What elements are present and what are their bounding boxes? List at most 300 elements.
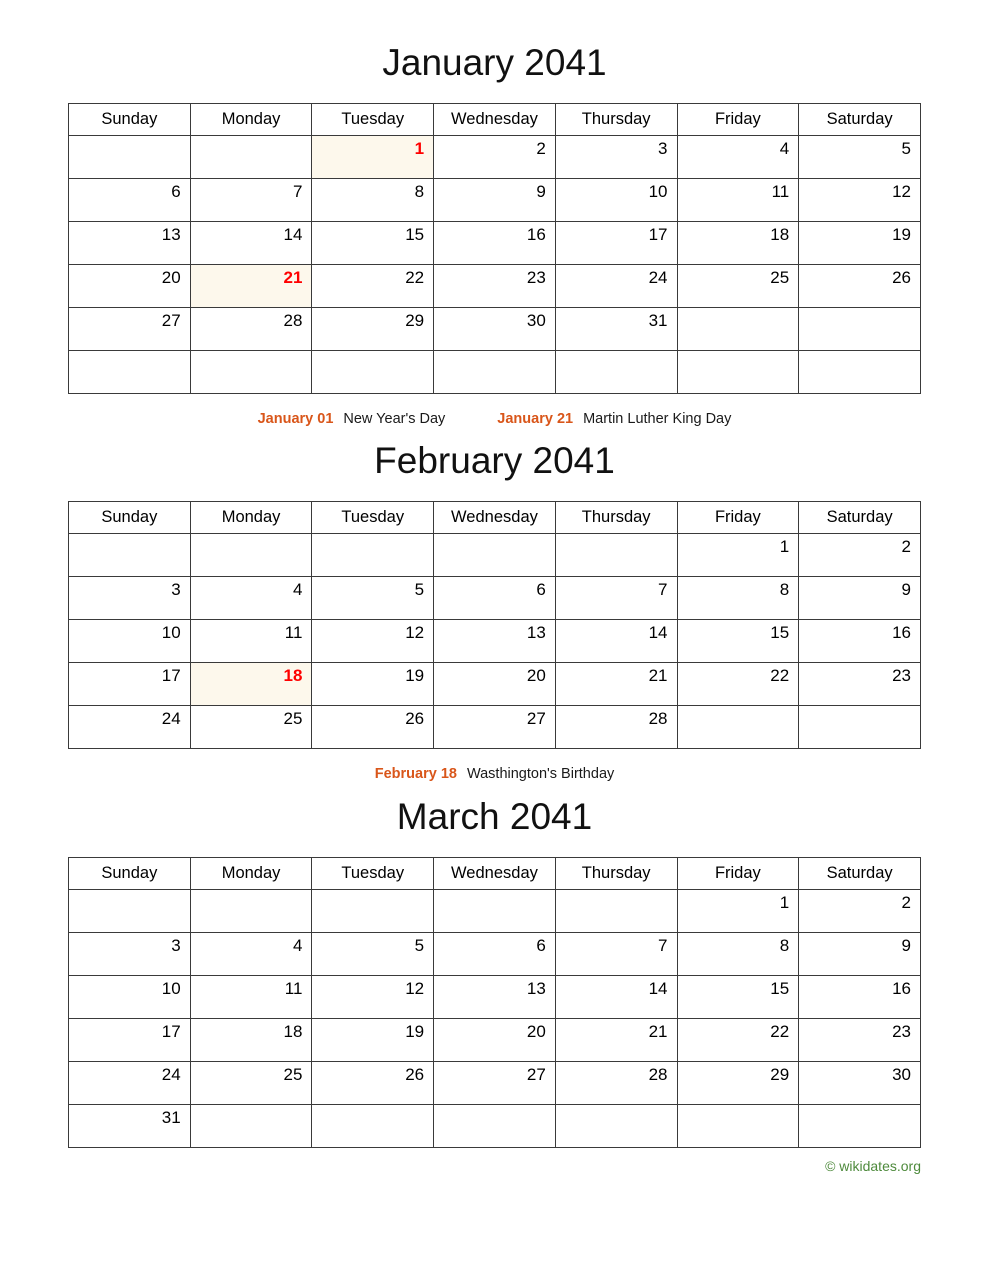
calendar-table-february <box>68 501 921 749</box>
day-number: 21 <box>283 267 303 287</box>
day-number: 8 <box>779 580 790 600</box>
calendar-day-cell[interactable] <box>677 663 799 706</box>
weekday-header-saturday: Saturday <box>799 502 921 534</box>
day-number: 19 <box>405 666 425 686</box>
calendar-day-cell-empty <box>799 307 921 350</box>
day-number: 31 <box>161 1107 181 1127</box>
day-number: 25 <box>283 1064 303 1084</box>
calendar-day-cell[interactable] <box>677 135 799 178</box>
day-number: 11 <box>284 978 303 998</box>
day-number <box>191 534 312 557</box>
day-number <box>191 136 312 159</box>
day-number: 8 <box>414 181 425 201</box>
holiday-note-date: February 18 <box>374 766 457 783</box>
day-number: 17 <box>648 224 668 244</box>
day-number: 13 <box>526 978 546 998</box>
day-number: 4 <box>292 935 303 955</box>
calendar-day-cell[interactable] <box>434 620 556 663</box>
calendar-day-cell[interactable] <box>312 663 434 706</box>
month-title-march: March 2041 <box>396 795 593 837</box>
calendar-day-cell[interactable] <box>69 221 191 264</box>
day-number <box>678 706 799 729</box>
day-number: 9 <box>901 580 911 600</box>
day-number: 28 <box>648 1064 668 1084</box>
day-number: 4 <box>292 580 303 600</box>
calendar-day-cell[interactable] <box>555 706 677 749</box>
month-block-february <box>68 426 921 781</box>
month-block-january <box>68 0 921 426</box>
calendar-day-cell[interactable] <box>799 663 921 706</box>
day-number: 7 <box>658 580 668 600</box>
calendar-day-cell[interactable] <box>69 975 191 1018</box>
holiday-note <box>258 412 446 427</box>
calendar-week-row <box>69 264 921 307</box>
calendar-day-cell[interactable] <box>69 1018 191 1061</box>
day-number: 24 <box>161 1064 181 1084</box>
holiday-note-date: January 01 <box>257 410 334 427</box>
day-number: 10 <box>161 623 181 643</box>
calendar-day-cell[interactable] <box>799 534 921 577</box>
calendar-day-cell[interactable] <box>555 1061 677 1104</box>
calendar-day-cell-empty <box>312 350 434 393</box>
footer-credit: © wikidates.org <box>825 1157 921 1174</box>
calendar-day-cell[interactable] <box>799 975 921 1018</box>
day-number: 7 <box>292 181 303 201</box>
calendar-day-cell-empty <box>69 350 191 393</box>
holiday-note-name: Wasthington's Birthday <box>466 766 615 783</box>
calendar-day-cell[interactable] <box>312 178 434 221</box>
month-block-march <box>68 782 921 1174</box>
day-number: 29 <box>770 1064 790 1084</box>
day-number: 20 <box>526 1021 546 1041</box>
weekday-header-tuesday: Tuesday <box>312 857 434 889</box>
day-number: 9 <box>901 935 911 955</box>
calendar-day-cell[interactable] <box>69 577 191 620</box>
day-number: 18 <box>770 224 790 244</box>
calendar-day-cell[interactable] <box>434 975 556 1018</box>
calendar-day-cell[interactable] <box>799 135 921 178</box>
day-number <box>191 890 312 913</box>
day-number: 25 <box>770 267 790 287</box>
day-number: 4 <box>779 138 790 158</box>
day-number <box>799 308 920 331</box>
day-number: 31 <box>648 310 668 330</box>
day-number <box>69 890 190 913</box>
day-number: 16 <box>892 623 911 643</box>
calendar-day-cell[interactable] <box>799 221 921 264</box>
day-number <box>678 1105 799 1128</box>
calendar-day-cell[interactable] <box>69 620 191 663</box>
day-number <box>69 351 190 374</box>
calendar-day-cell[interactable] <box>677 889 799 932</box>
calendar-day-cell-empty <box>555 889 677 932</box>
calendar-day-cell[interactable] <box>555 221 677 264</box>
calendar-day-cell[interactable] <box>434 178 556 221</box>
weekday-header-sunday: Sunday <box>69 502 191 534</box>
calendar-day-cell-empty <box>434 1104 556 1147</box>
calendar-day-cell[interactable] <box>677 221 799 264</box>
holiday-note-date: January 21 <box>497 410 574 427</box>
day-number: 5 <box>414 580 425 600</box>
day-number: 7 <box>658 935 668 955</box>
calendar-day-cell-empty <box>434 350 556 393</box>
calendar-day-cell-empty <box>799 1104 921 1147</box>
day-number: 23 <box>526 267 546 287</box>
calendar-day-cell-holiday[interactable] <box>190 264 312 307</box>
calendar-day-cell-empty <box>190 889 312 932</box>
calendar-day-cell[interactable] <box>312 620 434 663</box>
day-number <box>434 1105 555 1128</box>
weekday-header-sunday: Sunday <box>69 857 191 889</box>
day-number: 2 <box>901 892 911 912</box>
day-number <box>799 351 920 374</box>
calendar-day-cell-holiday[interactable] <box>312 135 434 178</box>
day-number <box>69 534 190 557</box>
calendar-day-cell-empty <box>190 1104 312 1147</box>
day-number: 24 <box>161 709 181 729</box>
day-number: 22 <box>770 666 790 686</box>
calendar-day-cell[interactable] <box>434 1061 556 1104</box>
calendar-day-cell[interactable] <box>677 178 799 221</box>
day-number <box>312 351 433 374</box>
calendar-day-cell[interactable] <box>434 932 556 975</box>
holiday-note <box>497 412 731 427</box>
calendar-week-row <box>69 577 921 620</box>
calendar-week-row <box>69 975 921 1018</box>
day-number: 28 <box>648 709 668 729</box>
weekday-header-row <box>69 103 921 135</box>
calendar-day-cell[interactable] <box>799 1018 921 1061</box>
day-number: 2 <box>901 537 911 557</box>
calendar-day-cell-empty <box>555 1104 677 1147</box>
day-number: 18 <box>283 1021 303 1041</box>
calendar-day-cell-holiday[interactable] <box>190 663 312 706</box>
holiday-note-name: Martin Luther King Day <box>583 410 732 427</box>
day-number: 2 <box>536 138 546 158</box>
calendar-day-cell[interactable] <box>799 178 921 221</box>
day-number: 21 <box>648 666 668 686</box>
calendar-day-cell[interactable] <box>69 706 191 749</box>
day-number: 29 <box>405 310 425 330</box>
calendar-week-row <box>69 1018 921 1061</box>
month-title-february: February 2041 <box>374 440 615 482</box>
calendar-day-cell[interactable] <box>69 264 191 307</box>
day-number: 10 <box>648 181 668 201</box>
calendar-day-cell[interactable] <box>434 135 556 178</box>
day-number: 24 <box>648 267 668 287</box>
day-number: 25 <box>283 709 303 729</box>
calendar-day-cell[interactable] <box>677 577 799 620</box>
calendar-day-cell[interactable] <box>312 264 434 307</box>
calendar-day-cell-empty <box>677 706 799 749</box>
calendar-day-cell[interactable] <box>677 620 799 663</box>
calendar-day-cell[interactable] <box>799 889 921 932</box>
day-number <box>312 534 433 557</box>
calendar-day-cell-empty <box>799 350 921 393</box>
calendar-day-cell-empty <box>190 135 312 178</box>
calendar-day-cell[interactable] <box>434 706 556 749</box>
calendar-week-row <box>69 620 921 663</box>
calendar-day-cell[interactable] <box>434 1018 556 1061</box>
calendar-day-cell[interactable] <box>312 975 434 1018</box>
calendar-day-cell[interactable] <box>434 221 556 264</box>
day-number: 11 <box>771 181 790 201</box>
calendar-day-cell-empty <box>69 534 191 577</box>
calendar-day-cell-empty <box>69 889 191 932</box>
calendar-day-cell-empty <box>190 350 312 393</box>
calendar-day-cell[interactable] <box>69 307 191 350</box>
calendar-day-cell-empty <box>677 350 799 393</box>
day-number: 20 <box>526 666 546 686</box>
calendar-day-cell-empty <box>677 1104 799 1147</box>
calendar-week-row <box>69 350 921 393</box>
day-number: 15 <box>770 623 790 643</box>
weekday-header-wednesday: Wednesday <box>434 103 556 135</box>
day-number <box>191 1105 312 1128</box>
calendar-day-cell[interactable] <box>69 932 191 975</box>
day-number: 1 <box>779 892 790 912</box>
day-number: 14 <box>648 623 668 643</box>
calendar-day-cell[interactable] <box>677 534 799 577</box>
day-number: 30 <box>892 1064 911 1084</box>
calendar-week-row <box>69 135 921 178</box>
calendar-week-row <box>69 1061 921 1104</box>
day-number: 19 <box>405 1021 425 1041</box>
weekday-header-friday: Friday <box>677 502 799 534</box>
day-number: 8 <box>779 935 790 955</box>
day-number: 12 <box>405 978 425 998</box>
day-number: 27 <box>526 1064 546 1084</box>
calendar-day-cell[interactable] <box>555 307 677 350</box>
day-number <box>434 890 555 913</box>
calendar-day-cell[interactable] <box>312 932 434 975</box>
calendar-week-row <box>69 889 921 932</box>
calendar-day-cell[interactable] <box>190 1018 312 1061</box>
day-number <box>556 534 677 557</box>
calendar-day-cell[interactable] <box>555 178 677 221</box>
calendar-week-row <box>69 307 921 350</box>
day-number <box>312 890 433 913</box>
calendar-day-cell[interactable] <box>555 620 677 663</box>
day-number: 11 <box>284 623 303 643</box>
holiday-notes-february <box>68 767 921 782</box>
calendar-day-cell-empty <box>555 350 677 393</box>
weekday-header-thursday: Thursday <box>555 502 677 534</box>
calendar-day-cell[interactable] <box>312 577 434 620</box>
calendar-day-cell-empty <box>190 534 312 577</box>
weekday-header-friday: Friday <box>677 857 799 889</box>
calendar-day-cell-empty <box>434 534 556 577</box>
weekday-header-row <box>69 502 921 534</box>
weekday-header-tuesday: Tuesday <box>312 502 434 534</box>
day-number <box>312 1105 433 1128</box>
calendar-day-cell[interactable] <box>69 1061 191 1104</box>
day-number: 27 <box>161 310 181 330</box>
day-number: 1 <box>779 537 790 557</box>
calendar-day-cell[interactable] <box>434 307 556 350</box>
calendar-table-january <box>68 103 921 394</box>
day-number: 17 <box>161 666 181 686</box>
calendar-day-cell[interactable] <box>190 932 312 975</box>
day-number: 5 <box>414 935 425 955</box>
calendar-table-march <box>68 857 921 1148</box>
weekday-header-tuesday: Tuesday <box>312 103 434 135</box>
weekday-header-wednesday: Wednesday <box>434 857 556 889</box>
calendar-day-cell[interactable] <box>312 1018 434 1061</box>
day-number: 20 <box>161 267 181 287</box>
day-number <box>556 890 677 913</box>
day-number: 27 <box>526 709 546 729</box>
day-number: 1 <box>414 138 425 158</box>
calendar-week-row <box>69 534 921 577</box>
calendar-day-cell-empty <box>799 706 921 749</box>
calendar-day-cell[interactable] <box>190 706 312 749</box>
calendar-day-cell[interactable] <box>677 1018 799 1061</box>
weekday-header-row <box>69 857 921 889</box>
day-number: 15 <box>770 978 790 998</box>
calendar-body-march <box>69 889 921 1147</box>
calendar-day-cell[interactable] <box>677 975 799 1018</box>
calendar-week-row <box>69 932 921 975</box>
calendar-day-cell[interactable] <box>799 577 921 620</box>
calendar-day-cell[interactable] <box>677 1061 799 1104</box>
day-number <box>678 308 799 331</box>
calendar-day-cell[interactable] <box>190 221 312 264</box>
month-title-january: January 2041 <box>382 42 607 83</box>
day-number <box>434 534 555 557</box>
calendar-day-cell[interactable] <box>555 663 677 706</box>
day-number: 12 <box>892 181 911 201</box>
weekday-header-friday: Friday <box>677 103 799 135</box>
day-number <box>678 351 799 374</box>
calendar-day-cell[interactable] <box>69 1104 191 1147</box>
day-number: 14 <box>283 224 303 244</box>
calendar-week-row <box>69 178 921 221</box>
calendar-week-row <box>69 706 921 749</box>
day-number <box>799 1105 920 1128</box>
day-number: 22 <box>405 267 425 287</box>
calendar-day-cell-empty <box>69 135 191 178</box>
day-number: 18 <box>283 666 303 686</box>
calendar-day-cell[interactable] <box>677 932 799 975</box>
day-number: 13 <box>526 623 546 643</box>
calendar-day-cell[interactable] <box>312 221 434 264</box>
day-number: 16 <box>892 978 911 998</box>
day-number <box>556 1105 677 1128</box>
calendar-day-cell[interactable] <box>190 620 312 663</box>
calendar-day-cell[interactable] <box>799 264 921 307</box>
calendar-day-cell-empty <box>555 534 677 577</box>
day-number: 3 <box>171 935 181 955</box>
calendar-day-cell[interactable] <box>190 1061 312 1104</box>
calendar-day-cell[interactable] <box>312 1061 434 1104</box>
calendar-day-cell[interactable] <box>434 264 556 307</box>
weekday-header-thursday: Thursday <box>555 857 677 889</box>
calendar-day-cell[interactable] <box>555 135 677 178</box>
day-number: 6 <box>536 935 546 955</box>
calendar-day-cell[interactable] <box>190 577 312 620</box>
day-number: 26 <box>405 1064 425 1084</box>
day-number: 9 <box>536 181 546 201</box>
day-number <box>191 351 312 374</box>
calendar-body-february <box>69 534 921 749</box>
day-number <box>434 351 555 374</box>
calendar-day-cell[interactable] <box>555 264 677 307</box>
calendar-day-cell[interactable] <box>190 178 312 221</box>
calendar-day-cell-empty <box>312 534 434 577</box>
calendar-day-cell[interactable] <box>69 663 191 706</box>
day-number: 26 <box>892 267 911 287</box>
calendar-day-cell[interactable] <box>677 264 799 307</box>
calendar-day-cell[interactable] <box>434 577 556 620</box>
calendar-day-cell[interactable] <box>555 577 677 620</box>
day-number: 10 <box>161 978 181 998</box>
calendar-day-cell[interactable] <box>799 620 921 663</box>
calendar-week-row <box>69 221 921 264</box>
day-number: 21 <box>648 1021 668 1041</box>
calendar-day-cell[interactable] <box>555 932 677 975</box>
calendar-day-cell[interactable] <box>799 932 921 975</box>
day-number: 23 <box>892 1021 911 1041</box>
day-number <box>799 706 920 729</box>
calendar-day-cell[interactable] <box>312 706 434 749</box>
calendar-day-cell[interactable] <box>555 1018 677 1061</box>
day-number: 28 <box>283 310 303 330</box>
day-number: 13 <box>161 224 181 244</box>
weekday-header-saturday: Saturday <box>799 857 921 889</box>
calendar-day-cell[interactable] <box>190 307 312 350</box>
calendar-week-row <box>69 663 921 706</box>
day-number: 6 <box>171 181 181 201</box>
weekday-header-wednesday: Wednesday <box>434 502 556 534</box>
day-number: 22 <box>770 1021 790 1041</box>
calendar-day-cell-empty <box>312 1104 434 1147</box>
weekday-header-monday: Monday <box>190 103 312 135</box>
day-number: 14 <box>648 978 668 998</box>
weekday-header-thursday: Thursday <box>555 103 677 135</box>
weekday-header-saturday: Saturday <box>799 103 921 135</box>
holiday-note <box>375 767 615 782</box>
day-number: 19 <box>892 224 911 244</box>
day-number <box>556 351 677 374</box>
calendar-day-cell-empty <box>312 889 434 932</box>
day-number <box>69 136 190 159</box>
day-number: 3 <box>658 138 668 158</box>
calendar-day-cell[interactable] <box>190 975 312 1018</box>
day-number: 26 <box>405 709 425 729</box>
day-number: 12 <box>405 623 425 643</box>
holiday-note-name: New Year's Day <box>343 410 446 427</box>
holiday-notes-january <box>68 412 921 427</box>
day-number: 5 <box>901 138 911 158</box>
day-number: 17 <box>161 1021 181 1041</box>
weekday-header-sunday: Sunday <box>69 103 191 135</box>
calendar-day-cell[interactable] <box>69 178 191 221</box>
weekday-header-monday: Monday <box>190 857 312 889</box>
weekday-header-monday: Monday <box>190 502 312 534</box>
calendar-day-cell-empty <box>434 889 556 932</box>
calendar-day-cell[interactable] <box>312 307 434 350</box>
calendar-day-cell[interactable] <box>434 663 556 706</box>
calendar-day-cell[interactable] <box>555 975 677 1018</box>
calendar-day-cell[interactable] <box>799 1061 921 1104</box>
day-number: 15 <box>405 224 425 244</box>
calendar-week-row <box>69 1104 921 1147</box>
day-number: 3 <box>171 580 181 600</box>
calendar-day-cell-empty <box>677 307 799 350</box>
day-number: 16 <box>526 224 546 244</box>
day-number: 23 <box>892 666 911 686</box>
